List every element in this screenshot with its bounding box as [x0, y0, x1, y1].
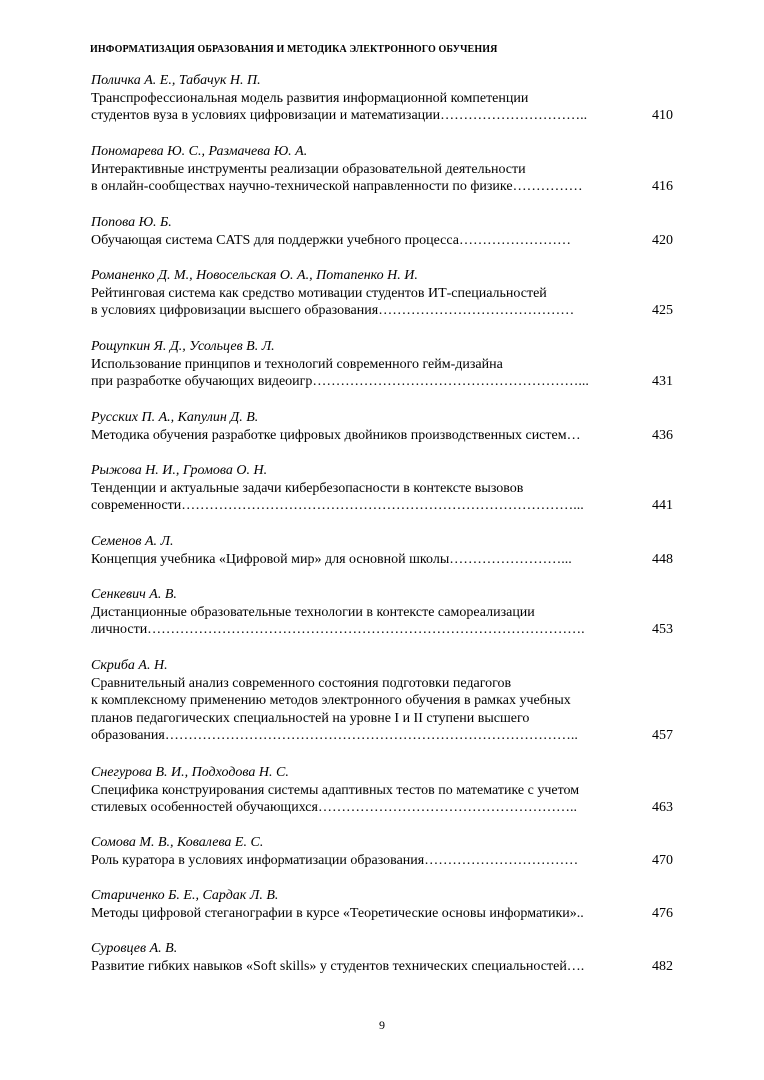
toc-entry	[91, 533, 673, 568]
entry-authors: Пономарева Ю. С., Размачева Ю. А.	[91, 144, 308, 159]
entry-title-line: Использование принципов и технологий современного гейм-дизайна	[91, 356, 503, 372]
entry-page-number: 457	[652, 728, 673, 743]
entry-title-line: Методика обучения разработке цифровых двойников производственных систем…	[91, 427, 581, 443]
entry-title-line: Тенденции и актуальные задачи кибербезопасности в контексте вызовов	[91, 480, 524, 496]
entry-authors: Снегурова В. И., Подходова Н. С.	[91, 765, 289, 780]
entry-title-line: в онлайн-сообществах научно-технической направленности по физике……………	[91, 179, 583, 194]
entry-page-number: 425	[652, 303, 673, 318]
entry-page-number: 420	[652, 232, 673, 248]
entry-authors: Скриба А. Н.	[91, 658, 168, 673]
entry-title-line: при разработке обучающих видеоигр…………………………………………………...	[91, 374, 589, 389]
entry-authors: Сенкевич А. В.	[91, 587, 177, 602]
entry-page-number: 431	[652, 374, 673, 389]
entry-title-line: Дистанционные образовательные технологии в контексте самореализации	[91, 604, 535, 620]
entry-title-line: Концепция учебника «Цифровой мир» для основной школы……………………...	[91, 551, 572, 567]
entry-authors: Семенов А. Л.	[91, 534, 174, 549]
entry-title-line: образования……………………………………………………………………………..	[91, 728, 578, 743]
toc-entry	[91, 72, 673, 125]
toc-entry	[91, 940, 673, 975]
entry-page-number: 453	[652, 622, 673, 637]
toc-entry	[91, 338, 673, 391]
page-footer-number: 9	[379, 1018, 385, 1032]
entry-title-line: Интерактивные инструменты реализации образовательной деятельности	[91, 161, 526, 177]
entry-page-number: 436	[652, 427, 673, 443]
entry-authors: Стариченко Б. Е., Сардак Л. В.	[91, 888, 279, 903]
entry-authors: Суровцев А. В.	[91, 941, 178, 956]
entry-title-line: к комплексному применению методов электронного обучения в рамках учебных	[91, 693, 571, 708]
toc-entry	[91, 586, 673, 639]
entry-authors: Романенко Д. М., Новосельская О. А., Потапенко Н. И.	[91, 268, 418, 283]
entry-title-line: Роль куратора в условиях информатизации образования……………………………	[91, 852, 579, 868]
entry-title-line: стилевых особенностей обучающихся………………………………………………..	[91, 800, 577, 815]
entry-title-line: современности…………………………………………………………………………...	[91, 498, 584, 513]
entry-page-number: 476	[652, 905, 673, 921]
entry-title-line: планов педагогических специальностей на уровне I и II ступени высшего	[91, 710, 530, 726]
entry-authors: Сомова М. В., Ковалева Е. С.	[91, 835, 264, 850]
entry-authors: Рощупкин Я. Д., Усольцев В. Л.	[91, 339, 275, 354]
toc-entry	[91, 214, 673, 249]
toc-entry	[91, 143, 673, 196]
entry-title-line: Развитие гибких навыков «Soft skills» у студентов технических специальностей….	[91, 958, 585, 974]
entry-page-number: 416	[652, 179, 673, 194]
entry-authors: Поличка А. Е., Табачук Н. П.	[91, 73, 261, 88]
toc-entry	[91, 267, 673, 320]
toc-entry	[91, 409, 673, 444]
entry-title-line: Рейтинговая система как средство мотивации студентов ИТ-специальностей	[91, 285, 547, 301]
entry-title-line: личности………………………………………………………………………………….	[91, 622, 585, 637]
entry-title-line: студентов вуза в условиях цифровизации и математизации…………………………..	[91, 108, 588, 123]
running-header: ИНФОРМАТИЗАЦИЯ ОБРАЗОВАНИЯ И МЕТОДИКА ЭЛЕКТРОННОГО ОБУЧЕНИЯ	[90, 44, 498, 55]
toc-entry	[91, 834, 673, 869]
entry-page-number: 463	[652, 800, 673, 815]
entry-title-line: Методы цифровой стеганографии в курсе «Теоретические основы информатики»..	[91, 905, 584, 921]
entry-title-line: Специфика конструирования системы адаптивных тестов по математике с учетом	[91, 782, 580, 798]
entry-page-number: 482	[652, 958, 673, 974]
toc-entry	[91, 657, 673, 745]
toc-entry	[91, 462, 673, 515]
entry-title-line: Сравнительный анализ современного состояния подготовки педагогов	[91, 675, 512, 691]
entry-page-number: 448	[652, 551, 673, 567]
toc-entry	[91, 764, 673, 817]
entry-page-number: 470	[652, 852, 673, 868]
entry-authors: Рыжова Н. И., Громова О. Н.	[91, 463, 268, 478]
entry-page-number: 410	[652, 108, 673, 123]
entry-authors: Попова Ю. Б.	[91, 215, 172, 230]
toc-entry	[91, 887, 673, 922]
entry-title-line: в условиях цифровизации высшего образования……………………………………	[91, 303, 575, 318]
entry-title-line: Обучающая система CATS для поддержки учебного процесса……………………	[91, 232, 571, 248]
entry-authors: Русских П. А., Капулин Д. В.	[91, 410, 259, 425]
entry-title-line: Транспрофессиональная модель развития информационной компетенции	[91, 90, 529, 106]
entry-page-number: 441	[652, 498, 673, 513]
